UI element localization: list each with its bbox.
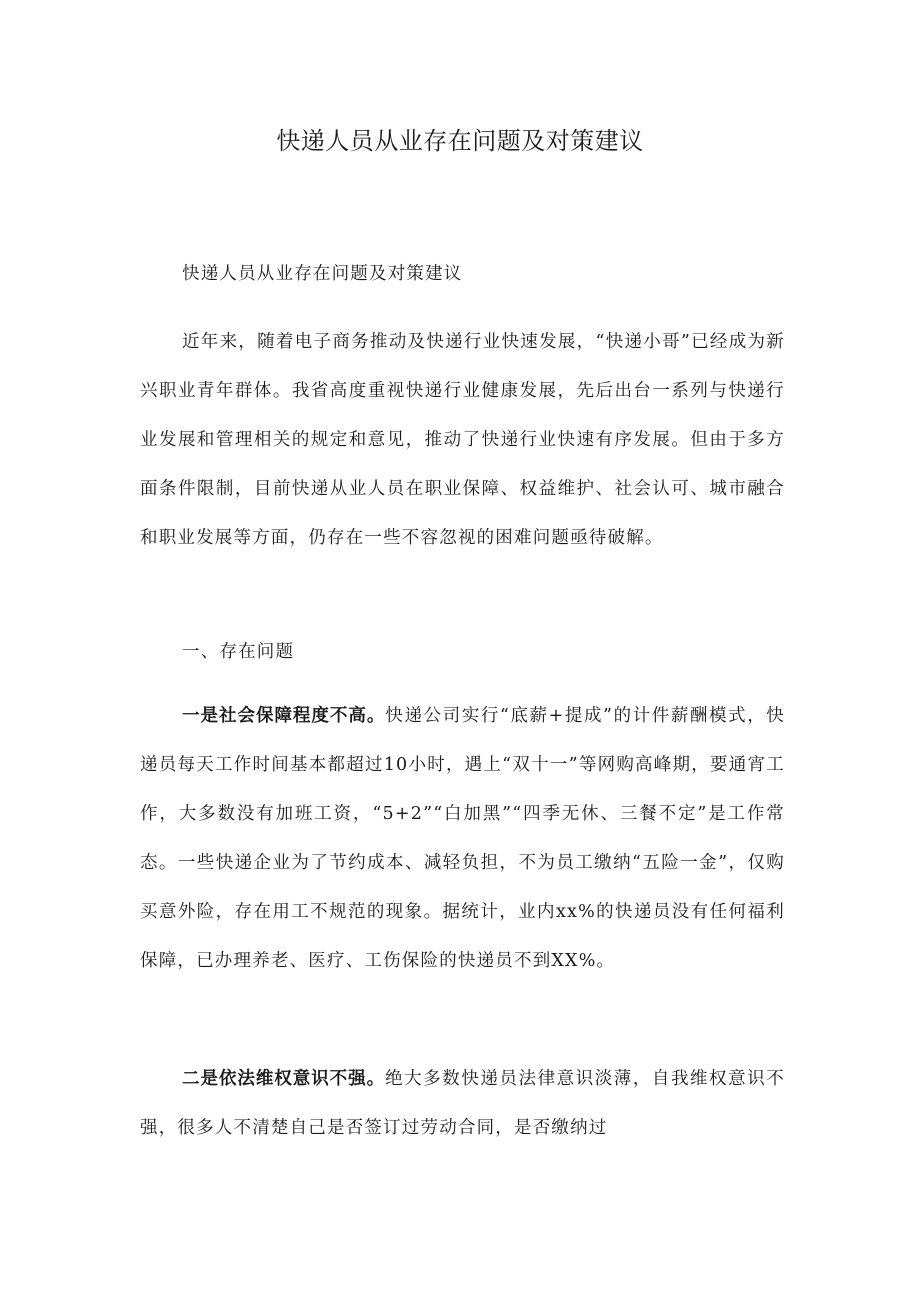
point-one-text: 快递公司实行“底薪+提成”的计件薪酬模式，快递员每天工作时间基本都超过10小时，遇上“双十一”等网购高峰期，要通宵工作，大多数没有加班工资，“5+2”“白加黑”“四季无休、三餐不定”是工作常态。一些快递企业为了节约成本、减轻负担，不为员工缴纳“五险一金”，仅购买意外险，存在用工不规范的现象。据统计，业内xx%的快递员没有任何福利保障，已办理养老、医疗、工伤保险的快递员不到XX%。 <box>140 706 785 971</box>
point-one-lead: 一是社会保障程度不高。 <box>182 706 386 726</box>
point-one-paragraph <box>140 692 785 986</box>
point-two-lead: 二是依法维权意识不强。 <box>182 1069 386 1089</box>
document-subtitle: 快递人员从业存在问题及对策建议 <box>182 264 463 284</box>
point-two-paragraph <box>140 1055 785 1153</box>
document-title: 快递人员从业存在问题及对策建议 <box>276 127 644 155</box>
point-two-text: 绝大多数快递员法律意识淡薄，自我维权意识不强，很多人不清楚自己是否签订过劳动合同，是否缴纳过 <box>140 1069 785 1138</box>
section-heading: 一、存在问题 <box>182 642 295 662</box>
intro-paragraph: 近年来，随着电子商务推动及快递行业快速发展，“快递小哥”已经成为新兴职业青年群体。我省高度重视快递行业健康发展，先后出台一系列与快递行业发展和管理相关的规定和意见，推动了快递行业快速有序发展。但由于多方面条件限制，目前快递从业人员在职业保障、权益维护、社会认可、城市融合和职业发展等方面，仍存在一些不容忽视的困难问题亟待破解。 <box>140 332 785 548</box>
